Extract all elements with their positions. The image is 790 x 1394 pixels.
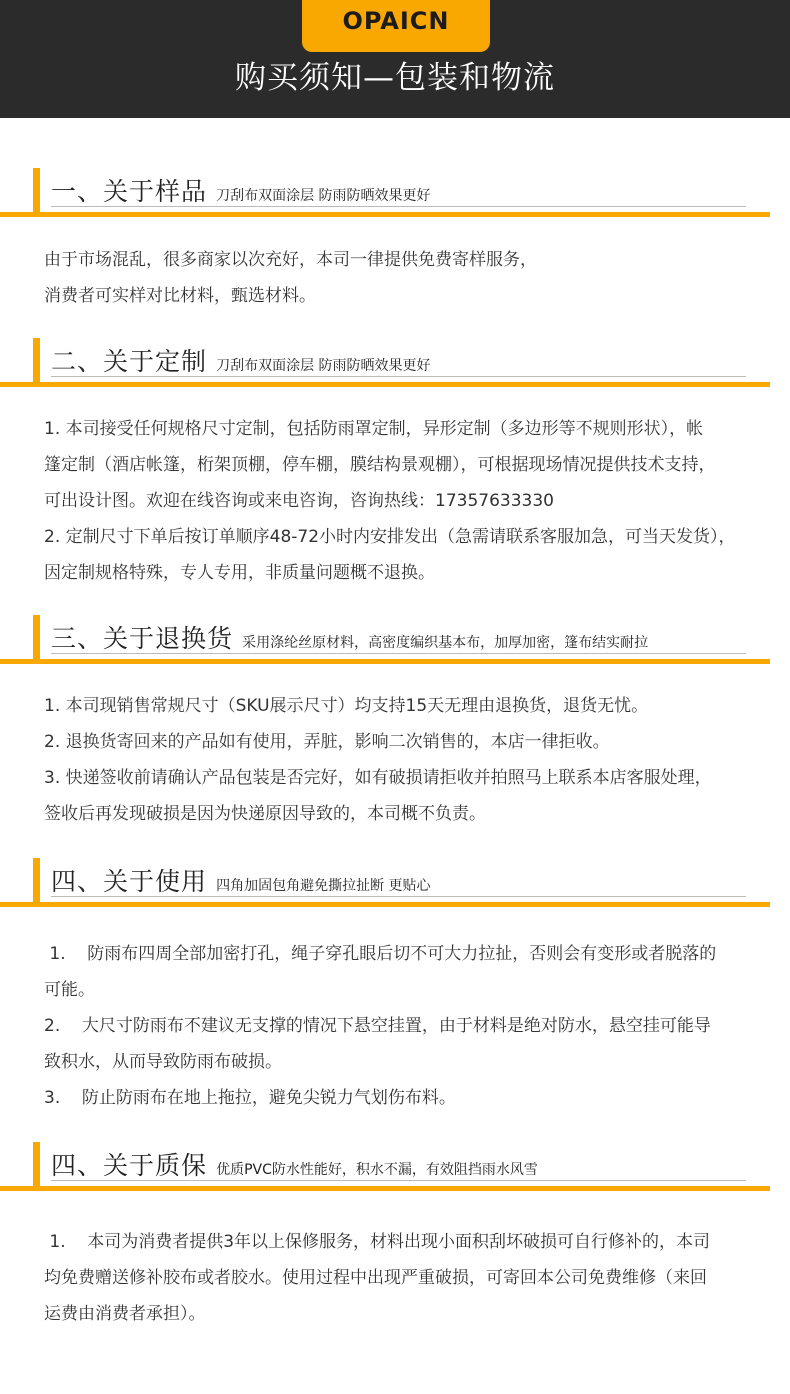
section-title: 三、关于退换货	[51, 624, 234, 653]
body-line: 3. 防止防雨布在地上拖拉，避免尖锐力气划伤布料。	[44, 1088, 456, 1108]
divider-line	[51, 1180, 746, 1181]
body-line: 可能。	[44, 980, 95, 1000]
divider-line	[51, 896, 746, 897]
body-line: 签收后再发现破损是因为快递原因导致的，本司概不负责。	[44, 804, 486, 824]
body-line: 2. 大尺寸防雨布不建议无支撑的情况下悬空挂置，由于材料是绝对防水，悬空挂可能导	[44, 1016, 711, 1036]
section-samples	[0, 168, 790, 314]
accent-underline	[0, 1186, 770, 1191]
body-line: 1. 本司接受任何规格尺寸定制，包括防雨罩定制，异形定制（多边形等不规则形状），帐	[44, 419, 704, 439]
section-usage	[0, 858, 790, 1116]
divider-line	[51, 206, 746, 207]
accent-underline	[0, 382, 770, 387]
section-subtitle: 刀刮布双面涂层 防雨防晒效果更好	[216, 188, 431, 204]
section-subtitle: 刀刮布双面涂层 防雨防晒效果更好	[216, 358, 431, 374]
page-header	[0, 0, 790, 118]
divider-line	[51, 376, 746, 377]
section-heading	[0, 168, 790, 222]
brand-logo: OPAICN	[302, 0, 490, 52]
section-returns	[0, 615, 790, 832]
section-heading	[0, 338, 790, 392]
accent-bar	[33, 338, 40, 382]
section-custom	[0, 338, 790, 591]
body-line: 可出设计图。欢迎在线咨询或来电咨询，咨询热线：17357633330	[44, 491, 554, 511]
body-line: 1. 本司现销售常规尺寸（SKU展示尺寸）均支持15天无理由退换货，退货无忧。	[44, 696, 649, 716]
section-subtitle: 优质PVC防水性能好，积水不漏，有效阻挡雨水风雪	[216, 1162, 538, 1178]
section-body	[0, 242, 790, 314]
body-line: 因定制规格特殊，专人专用，非质量问题概不退换。	[44, 563, 435, 583]
section-title: 二、关于定制	[51, 347, 208, 376]
section-title: 一、关于样品	[51, 177, 208, 206]
section-body	[0, 936, 790, 1116]
accent-bar	[33, 858, 40, 902]
section-heading	[0, 1142, 790, 1196]
body-line: 均免费赠送修补胶布或者胶水。使用过程中出现严重破损，可寄回本公司免费维修（来回	[44, 1268, 707, 1288]
section-body	[0, 411, 790, 591]
section-body	[0, 688, 790, 832]
body-line: 消费者可实样对比材料，甄选材料。	[44, 286, 316, 306]
page-title: 购买须知—包装和物流	[235, 60, 555, 96]
body-line: 篷定制（酒店帐篷，桁架顶棚，停车棚，膜结构景观棚），可根据现场情况提供技术支持，	[44, 455, 716, 475]
section-body	[0, 1224, 790, 1332]
accent-underline	[0, 902, 770, 907]
body-line: 致积水，从而导致防雨布破损。	[44, 1052, 282, 1072]
body-line: 1. 本司为消费者提供3年以上保修服务，材料出现小面积刮坏破损可自行修补的，本司	[44, 1232, 711, 1252]
accent-bar	[33, 615, 40, 659]
section-title: 四、关于使用	[51, 867, 208, 896]
section-subtitle: 四角加固包角避免撕拉扯断 更贴心	[216, 878, 431, 894]
body-line: 2. 退换货寄回来的产品如有使用，弄脏，影响二次销售的，本店一律拒收。	[44, 732, 610, 752]
section-heading	[0, 615, 790, 669]
body-line: 运费由消费者承担）。	[44, 1304, 206, 1324]
body-line: 2. 定制尺寸下单后按订单顺序48-72小时内安排发出（急需请联系客服加急，可当天发货），	[44, 527, 736, 547]
body-line: 1. 防雨布四周全部加密打孔，绳子穿孔眼后切不可大力拉扯，否则会有变形或者脱落的	[44, 944, 717, 964]
section-subtitle: 采用涤纶丝原材料，高密度编织基本布，加厚加密，篷布结实耐拉	[242, 635, 649, 651]
accent-underline	[0, 659, 770, 664]
section-title: 四、关于质保	[51, 1151, 208, 1180]
accent-bar	[33, 168, 40, 212]
body-line: 由于市场混乱，很多商家以次充好，本司一律提供免费寄样服务，	[44, 250, 537, 270]
section-heading	[0, 858, 790, 912]
section-warranty	[0, 1142, 790, 1332]
accent-bar	[33, 1142, 40, 1186]
accent-underline	[0, 212, 770, 217]
divider-line	[51, 653, 746, 654]
body-line: 3. 快递签收前请确认产品包装是否完好，如有破损请拒收并拍照马上联系本店客服处理，	[44, 768, 712, 788]
